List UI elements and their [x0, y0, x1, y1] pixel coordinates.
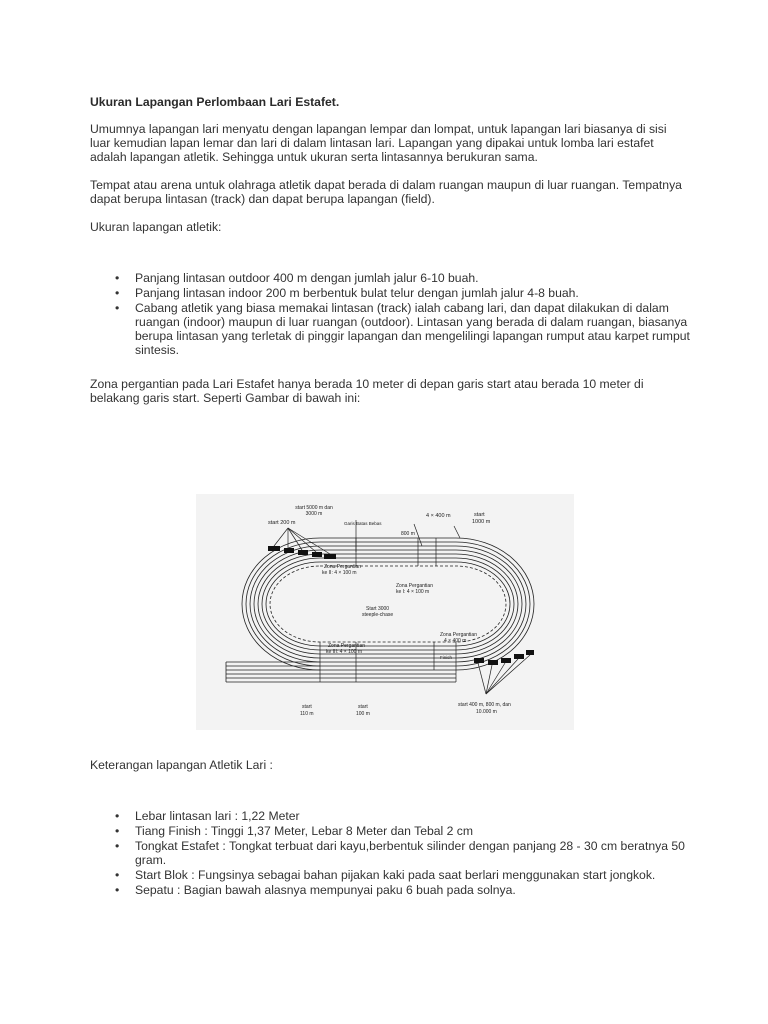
paragraph-zona-pergantian: Zona pergantian pada Lari Estafet hanya berada 10 meter di depan garis start atau berada 10 meter di belakang garis start. Seperti Gambar di bawah ini:: [90, 377, 644, 405]
track-diagram-svg: [196, 494, 574, 730]
label-zona2: Zona Pergantian: [324, 564, 361, 570]
list-item: • Panjang lintasan indoor 200 m berbentuk bulat telur dengan jumlah jalur 4-8 buah.: [115, 286, 579, 300]
label-start-100-b: 100 m: [356, 711, 370, 717]
list-item: • Tongkat Estafet : Tongkat terbuat dari kayu,berbentuk silinder dengan panjang 28 - 30 cm beratnya 50 gram.: [115, 839, 685, 867]
list-keterangan: [90, 809, 690, 898]
list-item: • Tiang Finish : Tinggi 1,37 Meter, Lebar 8 Meter dan Tebal 2 cm: [115, 824, 474, 838]
bullet-icon: •: [115, 839, 120, 853]
label-zona3: Zona Pergantian: [328, 643, 365, 649]
label-steeple-b: steeple-chase: [362, 612, 394, 618]
label-start-1000-b: 1000 m: [472, 519, 491, 525]
label-start-200: start 200 m: [268, 520, 296, 526]
label-start-100: start: [358, 704, 368, 710]
label-zona1-b: ke I: 4 × 100 m: [396, 589, 430, 595]
label-zona-400-b: 4 × 400 m: [444, 638, 467, 644]
label-start-400-b: 10.000 m: [476, 709, 497, 715]
label-start-400: start 400 m, 800 m, dan: [458, 702, 511, 708]
bullet-icon: •: [115, 301, 120, 315]
label-start-1000: start: [474, 512, 485, 518]
label-start-110-b: 110 m: [300, 711, 314, 717]
label-start-5000-b: 3000 m: [305, 511, 323, 517]
bullet-icon: •: [115, 824, 120, 838]
bullet-icon: •: [115, 883, 120, 897]
label-800: 800 m: [401, 531, 415, 537]
paragraph-keterangan-heading: Keterangan lapangan Atletik Lari :: [90, 758, 273, 772]
list-item: • Cabang atletik yang biasa memakai lintasan (track) ialah cabang lari, dan dapat dilakukan di dalam ruangan (indoor) maupun di luar ruangan (outdoor). Lintasan yang berada di dalam ruangan, biasanya berupa lintasan yang terletak di pinggir lapangan dan mengelilingi lapangan rumput atau karpet rumput sintesis.: [115, 301, 690, 357]
label-steeple: Start 3000: [366, 606, 390, 612]
label-zona1: Zona Pergantian: [396, 583, 433, 589]
label-start-5000: start 5000 m dan: [295, 505, 333, 511]
label-zona-400: Zona Pergantian: [440, 632, 477, 638]
list-ukuran-lapangan: [90, 271, 690, 358]
start-markers: [268, 546, 534, 665]
label-start-110: start: [302, 704, 312, 710]
paragraph-ukuran-heading: Ukuran lapangan atletik:: [90, 220, 222, 234]
bullet-icon: •: [115, 271, 120, 285]
list-item: • Panjang lintasan outdoor 400 m dengan jumlah jalur 6-10 buah.: [115, 271, 479, 285]
sprint-extension: [226, 662, 456, 682]
label-zona3-b: ke III: 4 × 100 m: [326, 649, 362, 655]
track-diagram: [196, 494, 574, 730]
paragraph-intro: Umumnya lapangan lari menyatu dengan lapangan lempar dan lompat, untuk lapangan lari biasanya di sisi luar kemudian lapan lemar dan lari di dalam lintasan lari. Lapangan yang dipakai untuk lomba lari estafet adalah lapangan atletik. Sehingga untuk ukuran serta lintasannya berukuran sama.: [90, 122, 667, 164]
track-lanes: [242, 538, 534, 670]
label-garis-bebas: Garis Batas Bebas: [344, 521, 382, 526]
list-item: • Lebar lintasan lari : 1,22 Meter: [115, 809, 300, 823]
bullet-icon: •: [115, 868, 120, 882]
document-title: Ukuran Lapangan Perlombaan Lari Estafet.: [90, 95, 340, 109]
bullet-icon: •: [115, 286, 120, 300]
bullet-icon: •: [115, 809, 120, 823]
list-item: • Start Blok : Fungsinya sebagai bahan pijakan kaki pada saat berlari menggunakan start jongkok.: [115, 868, 656, 882]
label-relay-4x400: 4 × 400 m: [426, 513, 451, 519]
list-item: • Sepatu : Bagian bawah alasnya mempunyai paku 6 buah pada solnya.: [115, 883, 516, 897]
label-zona2-b: ke II: 4 × 100 m: [322, 570, 357, 576]
paragraph-arena: Tempat atau arena untuk olahraga atletik dapat berada di dalam ruangan maupun di luar ruangan. Tempatnya dapat berupa lintasan (track) dan dapat berupa lapangan (field).: [90, 178, 682, 206]
label-finish: Finish: [440, 655, 453, 660]
